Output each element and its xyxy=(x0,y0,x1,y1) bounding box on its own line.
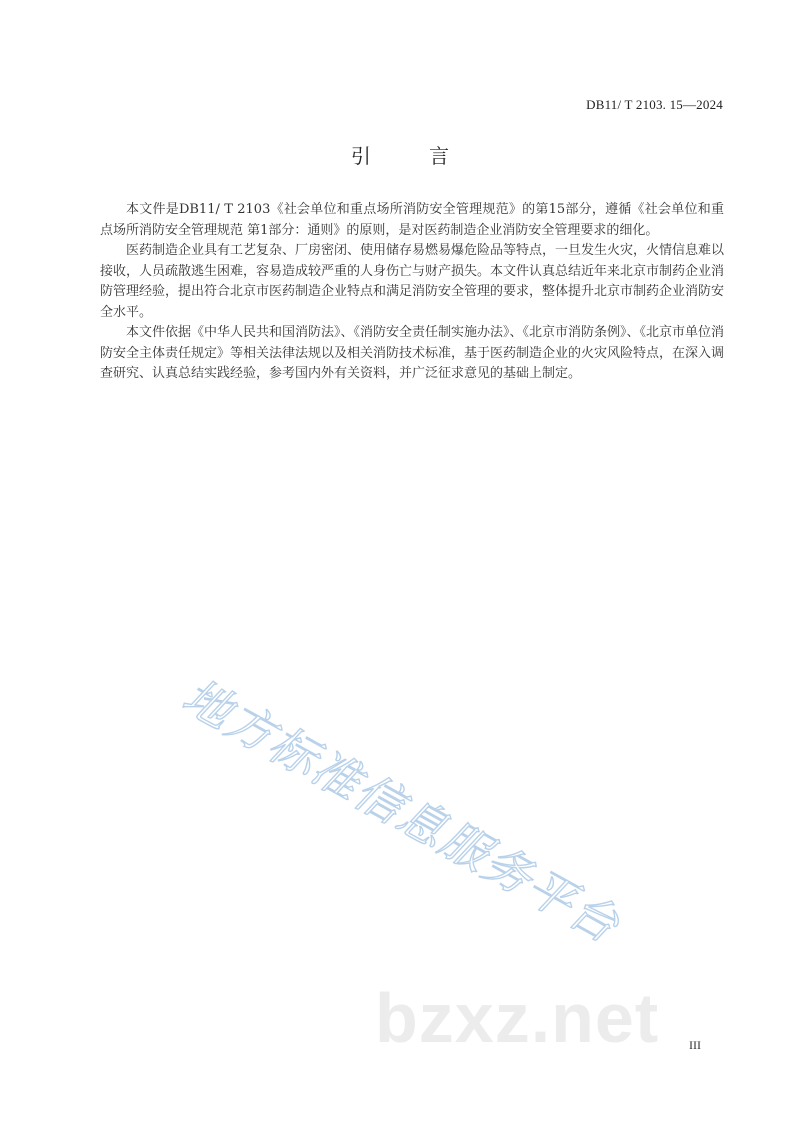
paragraph-1: 本文件是DB11/ T 2103《社会单位和重点场所消防安全管理规范》的第15部分，遵循《社会单位和重点场所消防安全管理规范 第1部分：通则》的原则，是对医药制造企业消防安全管理要求的细化。 xyxy=(100,202,724,238)
paragraph-3: 本文件依据《中华人民共和国消防法》、《消防安全责任制实施办法》、《北京市消防条例》、《北京市单位消防安全主体责任规定》等相关法律法规以及相关消防技术标准，基于医药制造企业的火灾风险特点，在深入调查研究、认真总结实践经验，参考国内外有关资料，并广泛征求意见的基础上制定。 xyxy=(100,325,725,381)
page-title: 引 言 xyxy=(350,144,476,168)
document-code: DB11/ T 2103. 15—2024 xyxy=(586,97,723,112)
page-number: III xyxy=(689,1038,701,1052)
introduction-body xyxy=(100,200,724,385)
watermark-site: bzxz.net xyxy=(375,979,660,1057)
watermark-platform-name: 地方标准信息服务平台 xyxy=(173,668,629,955)
paragraph-2: 医药制造企业具有工艺复杂、厂房密闭、使用储存易燃易爆危险品等特点，一旦发生火灾，火情信息难以接收，人员疏散逃生困难，容易造成较严重的人身伤亡与财产损失。本文件认真总结近年来北京市制药企业消防管理经验，提出符合北京市医药制造企业特点和满足消防安全管理的要求，整体提升北京市制药企业消防安全水平。 xyxy=(100,243,725,320)
